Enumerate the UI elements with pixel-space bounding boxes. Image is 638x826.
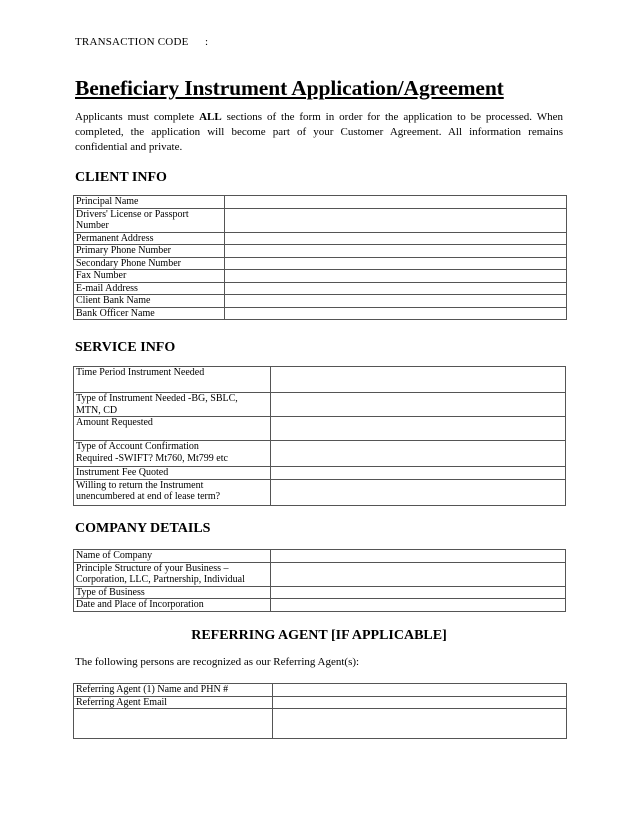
field-value-input[interactable] [225, 245, 567, 258]
company-details-heading: COMPANY DETAILS [75, 521, 211, 536]
intro-paragraph [75, 110, 563, 155]
field-label [74, 709, 273, 739]
form-row [74, 684, 567, 697]
field-label-line: E-mail Address [76, 282, 138, 294]
field-label-line: Time Period Instrument Needed [76, 367, 205, 378]
field-label [74, 684, 273, 697]
field-label [74, 208, 225, 232]
referring-agent-table [73, 683, 567, 739]
field-value-input[interactable] [225, 257, 567, 270]
form-row [74, 467, 566, 480]
service-info-heading: SERVICE INFO [75, 340, 176, 355]
field-value-input[interactable] [273, 684, 567, 697]
client-info-table [73, 195, 567, 320]
field-value-input[interactable] [273, 709, 567, 739]
field-label-line: Amount Requested [76, 417, 153, 428]
field-label [74, 696, 273, 709]
field-value-input[interactable] [271, 441, 566, 467]
form-row [74, 479, 566, 505]
field-label-line: Permanent Address [76, 232, 154, 244]
transaction-code-label: TRANSACTION CODE [75, 36, 189, 48]
form-row [74, 208, 567, 232]
field-value-input[interactable] [271, 586, 566, 599]
field-value-input[interactable] [271, 467, 566, 480]
field-label-line: Fax Number [76, 270, 127, 281]
form-row [74, 696, 567, 709]
field-label-line: Type of Instrument Needed -BG, SBLC, [76, 393, 238, 404]
field-label [74, 367, 271, 393]
field-label [74, 295, 225, 308]
field-value-input[interactable] [225, 208, 567, 232]
field-label [74, 586, 271, 599]
field-label [74, 467, 271, 480]
form-row [74, 257, 567, 270]
field-label [74, 393, 271, 417]
field-label [74, 599, 271, 612]
form-row [74, 367, 566, 393]
field-value-input[interactable] [271, 562, 566, 586]
form-row [74, 550, 566, 563]
field-label [74, 562, 271, 586]
service-info-table [73, 366, 566, 506]
field-value-input[interactable] [225, 282, 567, 295]
company-details-table [73, 549, 566, 612]
field-value-input[interactable] [271, 367, 566, 393]
field-label-line: Willing to return the Instrument [76, 479, 204, 491]
field-label-line: Primary Phone Number [76, 245, 171, 256]
field-value-input[interactable] [225, 232, 567, 245]
form-row [74, 417, 566, 441]
field-label-line: Drivers' License or Passport [76, 208, 189, 220]
field-label [74, 441, 271, 467]
referring-agent-intro: The following persons are recognized as our Referring Agent(s): [75, 656, 360, 668]
field-label-line: Bank Officer Name [76, 307, 155, 319]
form-row [74, 562, 566, 586]
field-value-input[interactable] [225, 307, 567, 320]
form-row [74, 196, 567, 209]
field-label-line: Instrument Fee Quoted [76, 467, 169, 478]
form-row [74, 709, 567, 739]
field-label-line: Referring Agent (1) Name and PHN # [76, 684, 229, 695]
field-label-line: Required -SWIFT? Mt760, Mt799 etc [76, 452, 228, 464]
field-label-line: Client Bank Name [76, 295, 151, 306]
field-label [74, 479, 271, 505]
form-row [74, 270, 567, 283]
field-label [74, 417, 271, 441]
field-label-line: MTN, CD [76, 404, 118, 416]
transaction-code-colon: : [205, 36, 209, 48]
field-label-line: Corporation, LLC, Partnership, Individual [76, 574, 245, 585]
field-label-line: Principal Name [76, 196, 139, 207]
field-value-input[interactable] [271, 599, 566, 612]
field-label [74, 282, 225, 295]
field-label-line: Number [76, 220, 109, 231]
form-row [74, 599, 566, 612]
field-label-line: Type of Business [76, 586, 145, 598]
field-value-input[interactable] [225, 270, 567, 283]
intro-text-1: Applicants must complete [75, 111, 200, 123]
field-value-input[interactable] [271, 479, 566, 505]
field-value-input[interactable] [225, 295, 567, 308]
transaction-code [75, 36, 209, 48]
form-row [74, 295, 567, 308]
field-label [74, 550, 271, 563]
field-value-input[interactable] [271, 417, 566, 441]
form-row [74, 393, 566, 417]
field-value-input[interactable] [225, 196, 567, 209]
document-title: Beneficiary Instrument Application/Agreement [75, 76, 504, 100]
referring-agent-heading: REFERRING AGENT [IF APPLICABLE] [191, 628, 447, 643]
field-value-input[interactable] [273, 696, 567, 709]
intro-bold: ALL [199, 111, 222, 123]
form-row [74, 282, 567, 295]
field-label [74, 307, 225, 320]
field-value-input[interactable] [271, 393, 566, 417]
field-label-line: unencumbered at end of lease term? [76, 491, 221, 502]
form-row [74, 232, 567, 245]
field-label-line: Principle Structure of your Business – [76, 562, 229, 574]
client-info-heading: CLIENT INFO [75, 170, 167, 185]
field-label-line: Date and Place of Incorporation [76, 599, 204, 610]
field-value-input[interactable] [271, 550, 566, 563]
form-row [74, 245, 567, 258]
form-row [74, 307, 567, 320]
field-label-line: Secondary Phone Number [76, 257, 181, 269]
field-label [74, 196, 225, 209]
field-label-line: Name of Company [76, 550, 153, 561]
field-label-line: Type of Account Confirmation [76, 441, 199, 452]
form-row [74, 586, 566, 599]
form-row [74, 441, 566, 467]
field-label [74, 245, 225, 258]
field-label-line: Referring Agent Email [76, 696, 168, 708]
field-label [74, 257, 225, 270]
field-label [74, 270, 225, 283]
intro-text-2: sections of the form in order for the application to be processed. When completed, the application will become part of your Customer Agreement. All information remains confidential and private. [75, 111, 563, 153]
field-label [74, 232, 225, 245]
